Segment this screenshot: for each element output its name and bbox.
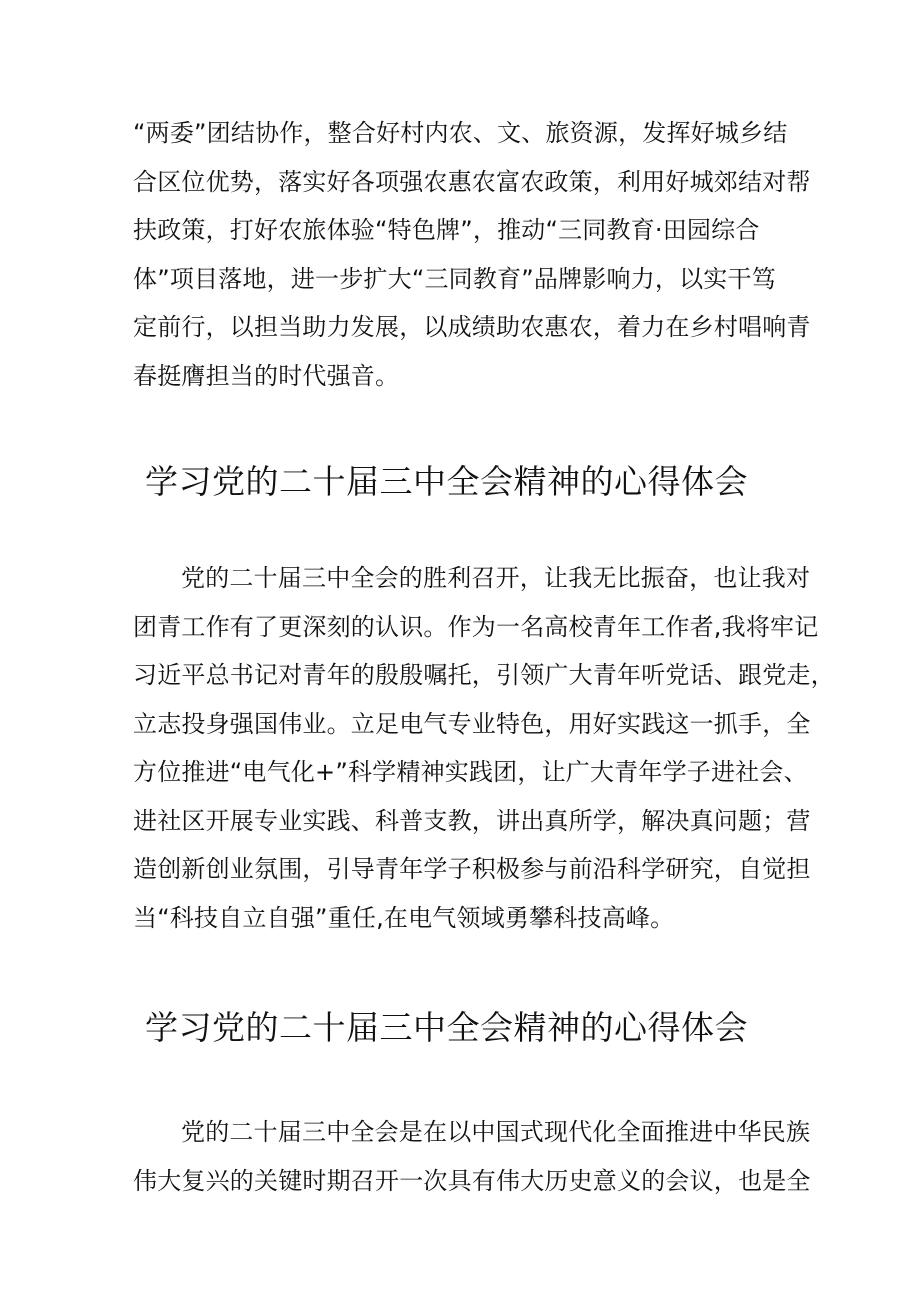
section-heading: 学习党的二十届三中全会精神的心得体会	[145, 1008, 748, 1047]
text-line: 党的二十届三中全会的胜利召开，让我无比振奋，也让我对	[181, 564, 811, 592]
section-heading: 学习党的二十届三中全会精神的心得体会	[145, 462, 748, 501]
text-line: 团青工作有了更深刻的认识。作为一名高校青年工作者,我将牢记	[133, 612, 819, 641]
text-line: 扶政策，打好农旅体验“特色牌”，推动“三同教育·田园综合	[133, 216, 760, 244]
text-line: 伟大复兴的关键时期召开一次具有伟大历史意义的会议，也是全	[133, 1166, 811, 1195]
text-line: 习近平总书记对青年的殷殷嘱托，引领广大青年听党话、跟党走，	[133, 661, 835, 689]
text-line: 定前行，以担当助力发展，以成绩助农惠农，着力在乡村唱响青	[133, 313, 811, 341]
paragraph-body	[133, 109, 813, 400]
text-line: 党的二十届三中全会是在以中国式现代化全面推进中华民族	[181, 1118, 811, 1146]
text-line: 当“科技自立自强”重任,在电气领域勇攀科技高峰。	[133, 903, 675, 932]
text-line: 造创新创业氛围，引导青年学子积极参与前沿科学研究，自觉担	[133, 855, 811, 883]
text-line: “两委”团结协作，整合好村内农、文、旅资源，发挥好城乡结	[133, 119, 788, 147]
paragraph-body	[133, 554, 835, 942]
text-line: 合区位优势，落实好各项强农惠农富农政策，利用好城郊结对帮	[133, 167, 811, 196]
text-line: 进社区开展专业实践、科普支教，讲出真所学，解决真问题；营	[133, 806, 811, 835]
paragraph-continued	[133, 109, 813, 400]
paragraph-section-2	[133, 554, 835, 942]
paragraph-body	[133, 1108, 813, 1205]
text-line: 方位推进“电气化+”科学精神实践团，让广大青年学子进社会、	[133, 758, 808, 786]
text-line: 立志投身强国伟业。立足电气专业特色，用好实践这一抓手，全	[133, 709, 811, 738]
paragraph-section-3	[133, 1108, 813, 1205]
text-line: 春挺膺担当的时代强音。	[133, 361, 400, 390]
text-line: 体”项目落地，进一步扩大“三同教育”品牌影响力，以实干笃	[133, 264, 776, 293]
